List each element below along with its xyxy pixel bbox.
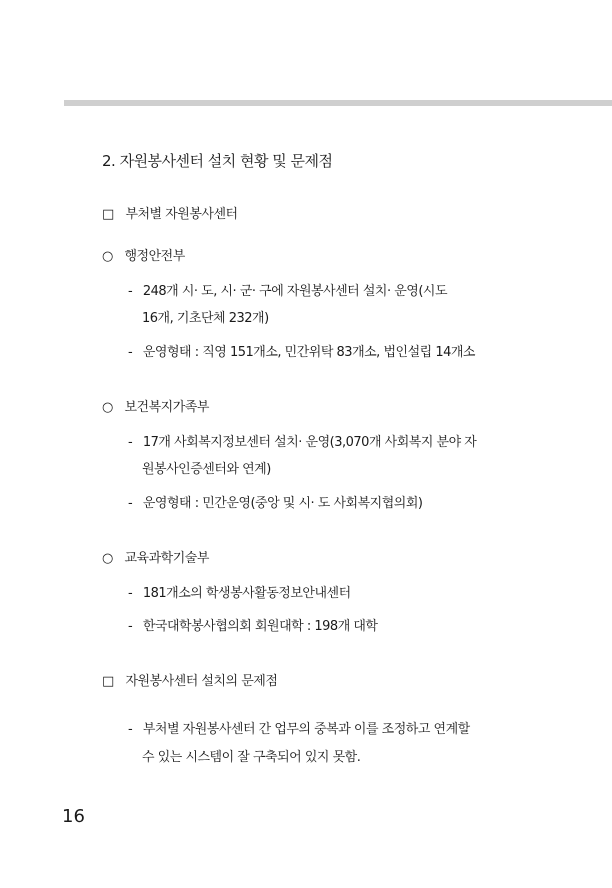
dash-bullet: - — [128, 496, 133, 511]
item-text-line: 181개소의 학생봉사활동정보안내센터 — [142, 586, 351, 601]
item-text-line: 16개, 기초단체 232개) — [142, 311, 269, 326]
item-text-line: 248개 시· 도, 시· 군· 구에 자원봉사센터 설치· 운영(시도 — [142, 284, 448, 299]
square-bullet-icon: □ — [102, 674, 114, 689]
subsection-title: 부처별 자원봉사센터 — [125, 207, 238, 222]
dash-bullet: - — [128, 284, 133, 299]
group-heading — [102, 547, 209, 566]
dash-bullet: - — [128, 345, 133, 360]
section-heading: 2. 자원봉사센터 설치 현황 및 문제점 — [102, 152, 333, 170]
dash-bullet: - — [128, 619, 133, 634]
list-item — [128, 341, 475, 360]
item-text-line: 원봉사인증센터와 연계) — [142, 462, 271, 477]
group-title: 보건복지가족부 — [124, 400, 209, 415]
list-item — [128, 615, 378, 634]
subsection-title: 자원봉사센터 설치의 문제점 — [125, 674, 278, 689]
group-heading — [102, 396, 209, 415]
dash-bullet: - — [128, 722, 133, 737]
subsection-heading — [102, 670, 277, 689]
header-rule — [64, 100, 612, 106]
item-text-line: 수 있는 시스템이 잘 구축되어 있지 못함. — [142, 750, 361, 765]
list-item — [128, 582, 351, 601]
list-item — [128, 431, 476, 450]
item-text-line: 한국대학봉사협의회 회원대학 : 198개 대학 — [142, 619, 378, 634]
square-bullet-icon: □ — [102, 207, 114, 222]
group-title: 교육과학기술부 — [124, 551, 209, 566]
item-text-line: 부처별 자원봉사센터 간 업무의 중복과 이를 조정하고 연계할 — [142, 722, 470, 737]
item-text-line: 운영형태 : 민간운영(중앙 및 시· 도 사회복지협의회) — [142, 496, 423, 511]
page-number: 16 — [62, 806, 85, 827]
dash-bullet: - — [128, 435, 133, 450]
item-text-line: 운영형태 : 직영 151개소, 민간위탁 83개소, 법인설립 14개소 — [142, 345, 475, 360]
circle-bullet-icon: ○ — [102, 551, 113, 566]
list-item — [128, 492, 422, 511]
list-item — [128, 718, 470, 737]
dash-bullet: - — [128, 586, 133, 601]
list-item — [128, 280, 447, 299]
group-title: 행정안전부 — [124, 249, 185, 264]
circle-bullet-icon: ○ — [102, 400, 113, 415]
group-heading — [102, 245, 185, 264]
item-text-line: 17개 사회복지정보센터 설치· 운영(3,070개 사회복지 분야 자 — [142, 435, 477, 450]
circle-bullet-icon: ○ — [102, 249, 113, 264]
subsection-heading — [102, 203, 238, 222]
